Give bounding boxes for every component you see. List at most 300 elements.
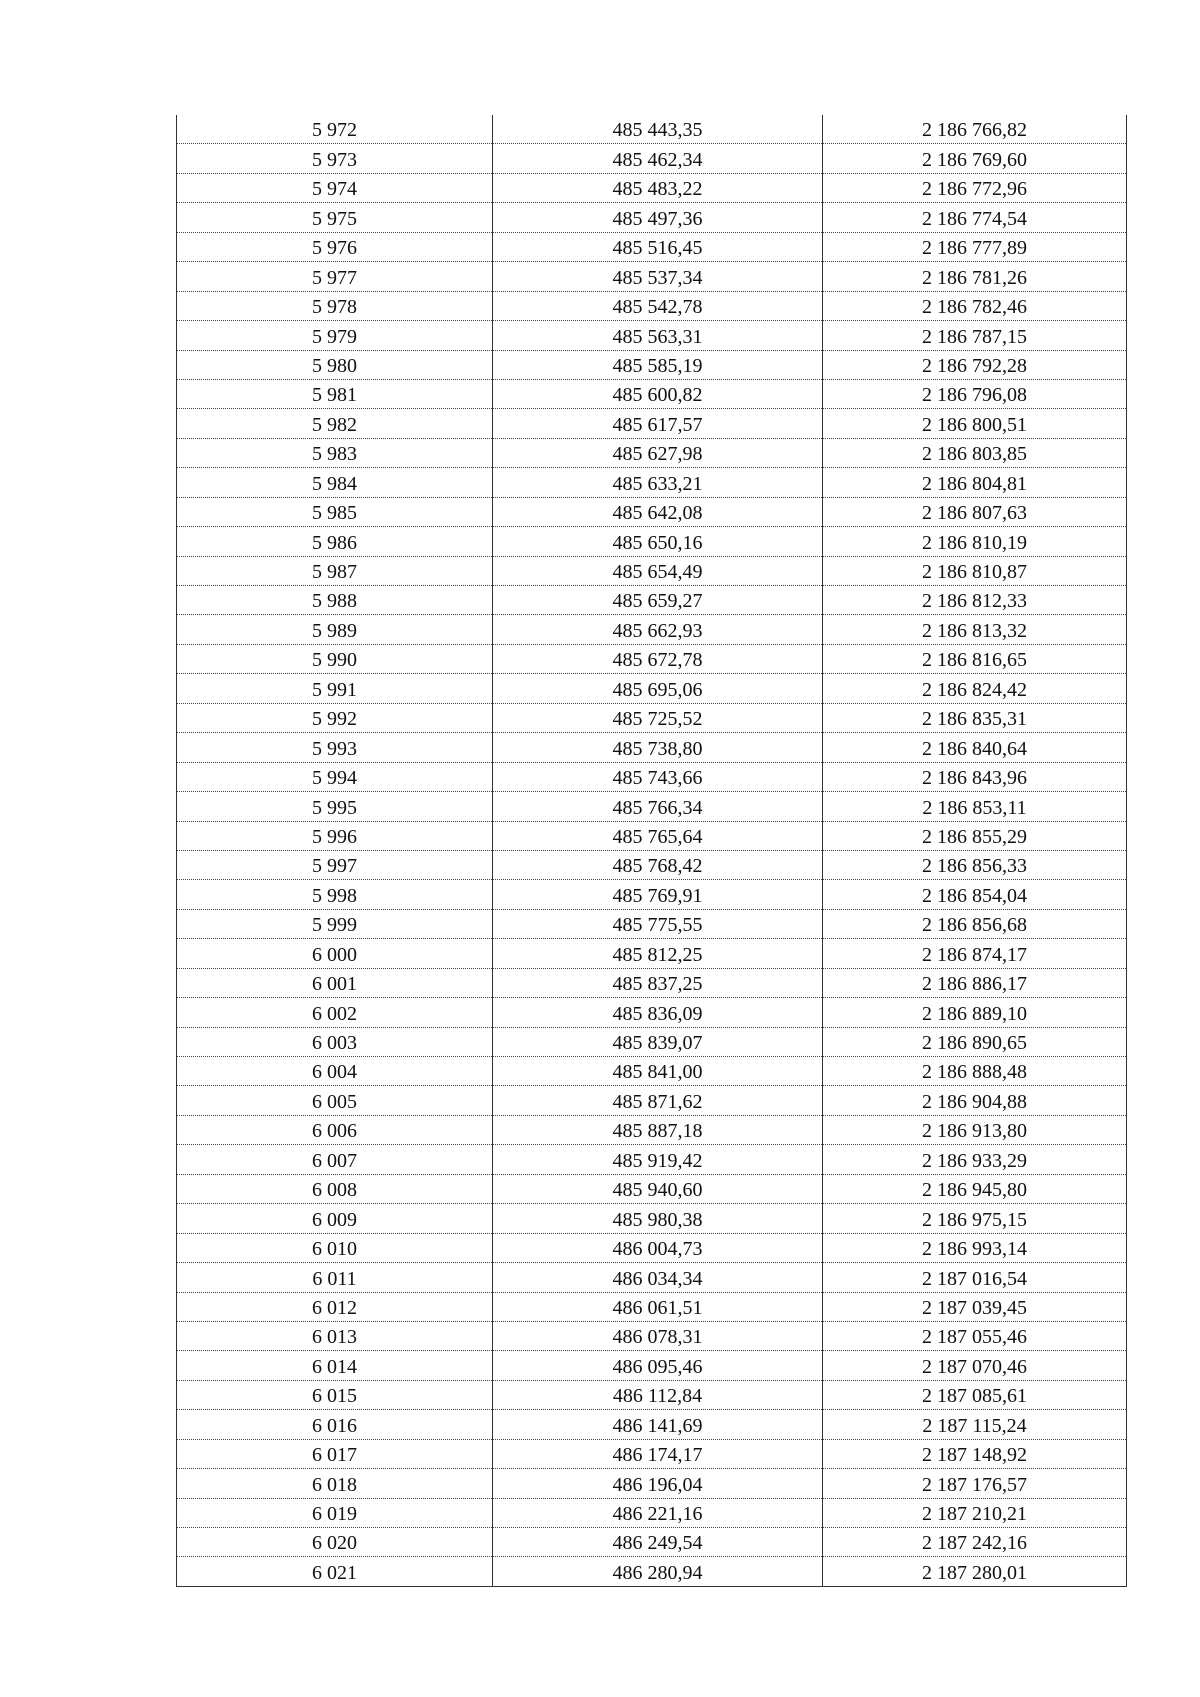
cell-text: 2 186 813,32	[922, 619, 1027, 642]
table-row	[177, 1057, 1127, 1086]
cell-text: 6 012	[312, 1296, 357, 1319]
cell-text: 2 186 889,10	[922, 1002, 1027, 1025]
x-coordinate-cell	[493, 468, 823, 497]
x-coordinate-cell	[493, 173, 823, 202]
cell-text: 5 972	[312, 119, 357, 142]
cell-text: 5 977	[312, 266, 357, 289]
x-coordinate-cell	[493, 262, 823, 291]
x-coordinate-cell	[493, 1292, 823, 1321]
cell-text: 485 642,08	[612, 502, 703, 525]
point-number-cell	[177, 1469, 493, 1498]
cell-text: 5 994	[312, 767, 357, 790]
cell-text: 485 662,93	[612, 619, 703, 642]
point-number-cell	[177, 792, 493, 821]
table-row	[177, 438, 1127, 467]
x-coordinate-cell	[493, 409, 823, 438]
cell-text: 485 650,16	[612, 531, 703, 554]
table-row	[177, 1351, 1127, 1380]
cell-text: 485 768,42	[612, 855, 703, 878]
cell-text: 2 187 176,57	[922, 1473, 1027, 1496]
y-coordinate-cell	[823, 262, 1127, 291]
point-number-cell	[177, 1410, 493, 1439]
cell-text: 6 018	[312, 1473, 357, 1496]
table-row	[177, 350, 1127, 379]
y-coordinate-cell	[823, 1469, 1127, 1498]
x-coordinate-cell	[493, 527, 823, 556]
y-coordinate-cell	[823, 1292, 1127, 1321]
y-coordinate-cell	[823, 115, 1127, 144]
table-row	[177, 968, 1127, 997]
cell-text: 2 186 890,65	[922, 1032, 1027, 1054]
cell-text: 485 695,06	[612, 678, 703, 701]
point-number-cell	[177, 409, 493, 438]
y-coordinate-cell	[823, 1263, 1127, 1292]
point-number-cell	[177, 468, 493, 497]
cell-text: 2 186 796,08	[922, 384, 1027, 407]
table-row	[177, 321, 1127, 350]
point-number-cell	[177, 1204, 493, 1233]
cell-text: 5 981	[312, 384, 357, 407]
cell-text: 2 186 800,51	[922, 413, 1027, 436]
point-number-cell	[177, 615, 493, 644]
cell-text: 486 249,54	[612, 1532, 703, 1555]
y-coordinate-cell	[823, 792, 1127, 821]
cell-text: 2 186 975,15	[922, 1208, 1027, 1231]
x-coordinate-cell	[493, 968, 823, 997]
table-row	[177, 733, 1127, 762]
cell-text: 2 186 856,33	[922, 855, 1027, 878]
point-number-cell	[177, 556, 493, 585]
cell-text: 485 563,31	[612, 325, 703, 348]
cell-text: 6 021	[312, 1561, 357, 1584]
cell-text: 2 187 242,16	[922, 1532, 1027, 1555]
x-coordinate-cell	[493, 556, 823, 585]
x-coordinate-cell	[493, 438, 823, 467]
cell-text: 2 187 210,21	[922, 1503, 1027, 1525]
x-coordinate-cell	[493, 850, 823, 879]
cell-text: 5 983	[312, 443, 357, 466]
cell-text: 2 186 812,33	[922, 590, 1027, 613]
x-coordinate-cell	[493, 115, 823, 144]
y-coordinate-cell	[823, 674, 1127, 703]
y-coordinate-cell	[823, 615, 1127, 644]
cell-text: 2 186 874,17	[922, 943, 1027, 966]
point-number-cell	[177, 1086, 493, 1115]
cell-text: 2 186 810,87	[922, 561, 1027, 583]
y-coordinate-cell	[823, 556, 1127, 585]
y-coordinate-cell	[823, 733, 1127, 762]
cell-text: 2 186 810,19	[922, 531, 1027, 554]
y-coordinate-cell	[823, 1145, 1127, 1174]
table-row	[177, 762, 1127, 791]
cell-text: 2 186 855,29	[922, 825, 1027, 848]
table-row	[177, 1204, 1127, 1233]
cell-text: 2 187 039,45	[922, 1296, 1027, 1319]
y-coordinate-cell	[823, 1351, 1127, 1380]
cell-text: 2 186 804,81	[922, 472, 1027, 495]
cell-text: 6 011	[312, 1267, 357, 1290]
cell-text: 485 633,21	[612, 472, 703, 495]
cell-text: 485 836,09	[612, 1002, 703, 1025]
cell-text: 5 997	[312, 855, 357, 878]
y-coordinate-cell	[823, 850, 1127, 879]
cell-text: 485 537,34	[612, 266, 703, 289]
cell-text: 485 871,62	[612, 1090, 703, 1113]
table-row	[177, 792, 1127, 821]
cell-text: 486 174,17	[612, 1444, 703, 1467]
cell-text: 485 919,42	[612, 1149, 703, 1172]
y-coordinate-cell	[823, 203, 1127, 232]
x-coordinate-cell	[493, 1145, 823, 1174]
y-coordinate-cell	[823, 438, 1127, 467]
table-row	[177, 1115, 1127, 1144]
y-coordinate-cell	[823, 821, 1127, 850]
cell-text: 485 483,22	[612, 178, 703, 201]
cell-text: 2 186 769,60	[922, 148, 1027, 171]
point-number-cell	[177, 144, 493, 173]
x-coordinate-cell	[493, 792, 823, 821]
cell-text: 5 995	[312, 796, 357, 819]
cell-text: 485 839,07	[612, 1032, 703, 1054]
cell-text: 6 003	[312, 1032, 357, 1054]
table-row	[177, 703, 1127, 732]
table-row	[177, 1528, 1127, 1557]
cell-text: 2 187 085,61	[922, 1385, 1027, 1408]
point-number-cell	[177, 438, 493, 467]
cell-text: 2 186 774,54	[922, 207, 1027, 230]
table-row	[177, 379, 1127, 408]
table-row	[177, 674, 1127, 703]
y-coordinate-cell	[823, 144, 1127, 173]
cell-text: 6 010	[312, 1238, 357, 1261]
y-coordinate-cell	[823, 968, 1127, 997]
table-row	[177, 1145, 1127, 1174]
cell-text: 485 775,55	[612, 914, 703, 937]
cell-text: 2 186 782,46	[922, 296, 1027, 319]
cell-text: 485 765,64	[612, 825, 703, 848]
table-row	[177, 262, 1127, 291]
cell-text: 486 141,69	[612, 1414, 703, 1437]
table-row	[177, 144, 1127, 173]
cell-text: 5 982	[312, 413, 357, 436]
point-number-cell	[177, 1027, 493, 1056]
x-coordinate-cell	[493, 1528, 823, 1557]
table-row	[177, 850, 1127, 879]
cell-text: 5 996	[312, 825, 357, 848]
cell-text: 2 187 055,46	[922, 1326, 1027, 1349]
point-number-cell	[177, 1057, 493, 1086]
y-coordinate-cell	[823, 173, 1127, 202]
x-coordinate-cell	[493, 998, 823, 1027]
table-row	[177, 939, 1127, 968]
y-coordinate-cell	[823, 497, 1127, 526]
y-coordinate-cell	[823, 762, 1127, 791]
cell-text: 2 186 853,11	[922, 796, 1027, 819]
cell-text: 6 020	[312, 1532, 357, 1555]
x-coordinate-cell	[493, 909, 823, 938]
y-coordinate-cell	[823, 291, 1127, 320]
cell-text: 485 627,98	[612, 443, 703, 466]
cell-text: 5 987	[312, 561, 357, 583]
table-row	[177, 232, 1127, 261]
table-row	[177, 1086, 1127, 1115]
table-row	[177, 497, 1127, 526]
point-number-cell	[177, 497, 493, 526]
cell-text: 5 973	[312, 148, 357, 171]
table-row	[177, 468, 1127, 497]
table-row	[177, 586, 1127, 615]
cell-text: 485 940,60	[612, 1179, 703, 1202]
y-coordinate-cell	[823, 1439, 1127, 1468]
table-row	[177, 880, 1127, 909]
cell-text: 486 034,34	[612, 1267, 703, 1290]
x-coordinate-cell	[493, 703, 823, 732]
cell-text: 6 019	[312, 1503, 357, 1525]
cell-text: 2 186 840,64	[922, 737, 1027, 760]
cell-text: 2 186 913,80	[922, 1120, 1027, 1143]
x-coordinate-cell	[493, 1410, 823, 1439]
x-coordinate-cell	[493, 1233, 823, 1262]
x-coordinate-cell	[493, 232, 823, 261]
x-coordinate-cell	[493, 674, 823, 703]
cell-text: 2 187 115,24	[922, 1414, 1027, 1437]
x-coordinate-cell	[493, 144, 823, 173]
y-coordinate-cell	[823, 703, 1127, 732]
x-coordinate-cell	[493, 821, 823, 850]
point-number-cell	[177, 1263, 493, 1292]
point-number-cell	[177, 821, 493, 850]
point-number-cell	[177, 232, 493, 261]
table-row	[177, 1498, 1127, 1527]
cell-text: 2 187 280,01	[922, 1561, 1027, 1584]
cell-text: 5 975	[312, 207, 357, 230]
table-row	[177, 527, 1127, 556]
cell-text: 5 974	[312, 178, 357, 201]
cell-text: 5 976	[312, 237, 357, 260]
cell-text: 5 979	[312, 325, 357, 348]
point-number-cell	[177, 1439, 493, 1468]
y-coordinate-cell	[823, 586, 1127, 615]
cell-text: 2 186 945,80	[922, 1179, 1027, 1202]
cell-text: 5 980	[312, 354, 357, 377]
x-coordinate-cell	[493, 615, 823, 644]
cell-text: 485 887,18	[612, 1120, 703, 1143]
point-number-cell	[177, 968, 493, 997]
x-coordinate-cell	[493, 762, 823, 791]
x-coordinate-cell	[493, 1351, 823, 1380]
cell-text: 6 008	[312, 1179, 357, 1202]
x-coordinate-cell	[493, 1380, 823, 1409]
point-number-cell	[177, 203, 493, 232]
cell-text: 2 186 787,15	[922, 325, 1027, 348]
point-number-cell	[177, 1351, 493, 1380]
table-row	[177, 909, 1127, 938]
cell-text: 486 004,73	[612, 1238, 703, 1261]
table-row	[177, 291, 1127, 320]
cell-text: 2 186 888,48	[922, 1061, 1027, 1084]
y-coordinate-cell	[823, 350, 1127, 379]
cell-text: 485 462,34	[612, 148, 703, 171]
y-coordinate-cell	[823, 1057, 1127, 1086]
table-row	[177, 615, 1127, 644]
cell-text: 6 013	[312, 1326, 357, 1349]
y-coordinate-cell	[823, 232, 1127, 261]
point-number-cell	[177, 644, 493, 673]
cell-text: 2 186 933,29	[922, 1149, 1027, 1172]
x-coordinate-cell	[493, 644, 823, 673]
cell-text: 2 186 781,26	[922, 266, 1027, 289]
point-number-cell	[177, 1115, 493, 1144]
y-coordinate-cell	[823, 1115, 1127, 1144]
cell-text: 485 812,25	[612, 943, 703, 966]
cell-text: 485 672,78	[612, 649, 703, 672]
point-number-cell	[177, 1145, 493, 1174]
cell-text: 6 015	[312, 1385, 357, 1408]
cell-text: 5 986	[312, 531, 357, 554]
cell-text: 486 078,31	[612, 1326, 703, 1349]
point-number-cell	[177, 1528, 493, 1557]
cell-text: 2 186 886,17	[922, 973, 1027, 996]
table-row	[177, 409, 1127, 438]
point-number-cell	[177, 586, 493, 615]
cell-text: 486 095,46	[612, 1355, 703, 1378]
table-row	[177, 115, 1127, 144]
cell-text: 485 542,78	[612, 296, 703, 319]
table-row	[177, 1233, 1127, 1262]
cell-text: 485 654,49	[612, 561, 703, 583]
cell-text: 486 221,16	[612, 1503, 703, 1525]
cell-text: 485 659,27	[612, 590, 703, 613]
cell-text: 2 186 843,96	[922, 767, 1027, 790]
y-coordinate-cell	[823, 527, 1127, 556]
y-coordinate-cell	[823, 1410, 1127, 1439]
cell-text: 485 600,82	[612, 384, 703, 407]
x-coordinate-cell	[493, 350, 823, 379]
cell-text: 486 196,04	[612, 1473, 703, 1496]
y-coordinate-cell	[823, 909, 1127, 938]
coordinates-table-body	[177, 115, 1127, 1586]
cell-text: 2 186 904,88	[922, 1090, 1027, 1113]
point-number-cell	[177, 350, 493, 379]
table-row	[177, 1410, 1127, 1439]
table-row	[177, 1174, 1127, 1203]
point-number-cell	[177, 379, 493, 408]
y-coordinate-cell	[823, 321, 1127, 350]
cell-text: 485 738,80	[612, 737, 703, 760]
table-row	[177, 203, 1127, 232]
y-coordinate-cell	[823, 409, 1127, 438]
y-coordinate-cell	[823, 1528, 1127, 1557]
table-row	[177, 1380, 1127, 1409]
table-row	[177, 1263, 1127, 1292]
cell-text: 2 186 835,31	[922, 708, 1027, 731]
cell-text: 485 837,25	[612, 973, 703, 996]
cell-text: 2 187 070,46	[922, 1355, 1027, 1378]
table-row	[177, 1557, 1127, 1586]
y-coordinate-cell	[823, 1233, 1127, 1262]
table-row	[177, 1469, 1127, 1498]
coordinates-table	[176, 115, 1127, 1587]
y-coordinate-cell	[823, 1204, 1127, 1233]
cell-text: 6 001	[312, 973, 357, 996]
cell-text: 5 984	[312, 472, 357, 495]
y-coordinate-cell	[823, 1174, 1127, 1203]
cell-text: 2 186 856,68	[922, 914, 1027, 937]
point-number-cell	[177, 173, 493, 202]
cell-text: 5 993	[312, 737, 357, 760]
cell-text: 485 766,34	[612, 796, 703, 819]
y-coordinate-cell	[823, 939, 1127, 968]
point-number-cell	[177, 527, 493, 556]
point-number-cell	[177, 762, 493, 791]
cell-text: 6 007	[312, 1149, 357, 1172]
y-coordinate-cell	[823, 1321, 1127, 1350]
cell-text: 485 769,91	[612, 884, 703, 907]
x-coordinate-cell	[493, 586, 823, 615]
point-number-cell	[177, 909, 493, 938]
x-coordinate-cell	[493, 880, 823, 909]
x-coordinate-cell	[493, 1204, 823, 1233]
point-number-cell	[177, 1233, 493, 1262]
table-row	[177, 1321, 1127, 1350]
point-number-cell	[177, 939, 493, 968]
table-row	[177, 1292, 1127, 1321]
cell-text: 5 985	[312, 502, 357, 525]
y-coordinate-cell	[823, 1086, 1127, 1115]
x-coordinate-cell	[493, 1086, 823, 1115]
cell-text: 2 186 772,96	[922, 178, 1027, 201]
cell-text: 2 186 816,65	[922, 649, 1027, 672]
x-coordinate-cell	[493, 1174, 823, 1203]
table-row	[177, 173, 1127, 202]
cell-text: 6 006	[312, 1120, 357, 1143]
point-number-cell	[177, 998, 493, 1027]
cell-text: 6 016	[312, 1414, 357, 1437]
x-coordinate-cell	[493, 1263, 823, 1292]
x-coordinate-cell	[493, 379, 823, 408]
cell-text: 2 186 766,82	[922, 119, 1027, 142]
cell-text: 485 443,35	[612, 119, 703, 142]
cell-text: 5 991	[312, 678, 357, 701]
cell-text: 6 000	[312, 943, 357, 966]
y-coordinate-cell	[823, 468, 1127, 497]
cell-text: 5 989	[312, 619, 357, 642]
cell-text: 486 061,51	[612, 1296, 703, 1319]
cell-text: 5 988	[312, 590, 357, 613]
point-number-cell	[177, 703, 493, 732]
cell-text: 485 725,52	[612, 708, 703, 731]
point-number-cell	[177, 1292, 493, 1321]
point-number-cell	[177, 1174, 493, 1203]
cell-text: 2 186 807,63	[922, 502, 1027, 525]
y-coordinate-cell	[823, 1557, 1127, 1586]
cell-text: 485 980,38	[612, 1208, 703, 1231]
point-number-cell	[177, 321, 493, 350]
cell-text: 5 999	[312, 914, 357, 937]
cell-text: 5 990	[312, 649, 357, 672]
point-number-cell	[177, 115, 493, 144]
cell-text: 485 841,00	[612, 1061, 703, 1084]
cell-text: 485 497,36	[612, 207, 703, 230]
x-coordinate-cell	[493, 1115, 823, 1144]
cell-text: 485 516,45	[612, 237, 703, 260]
table-row	[177, 644, 1127, 673]
point-number-cell	[177, 733, 493, 762]
x-coordinate-cell	[493, 1469, 823, 1498]
x-coordinate-cell	[493, 291, 823, 320]
cell-text: 485 585,19	[612, 354, 703, 377]
cell-text: 2 186 777,89	[922, 237, 1027, 260]
